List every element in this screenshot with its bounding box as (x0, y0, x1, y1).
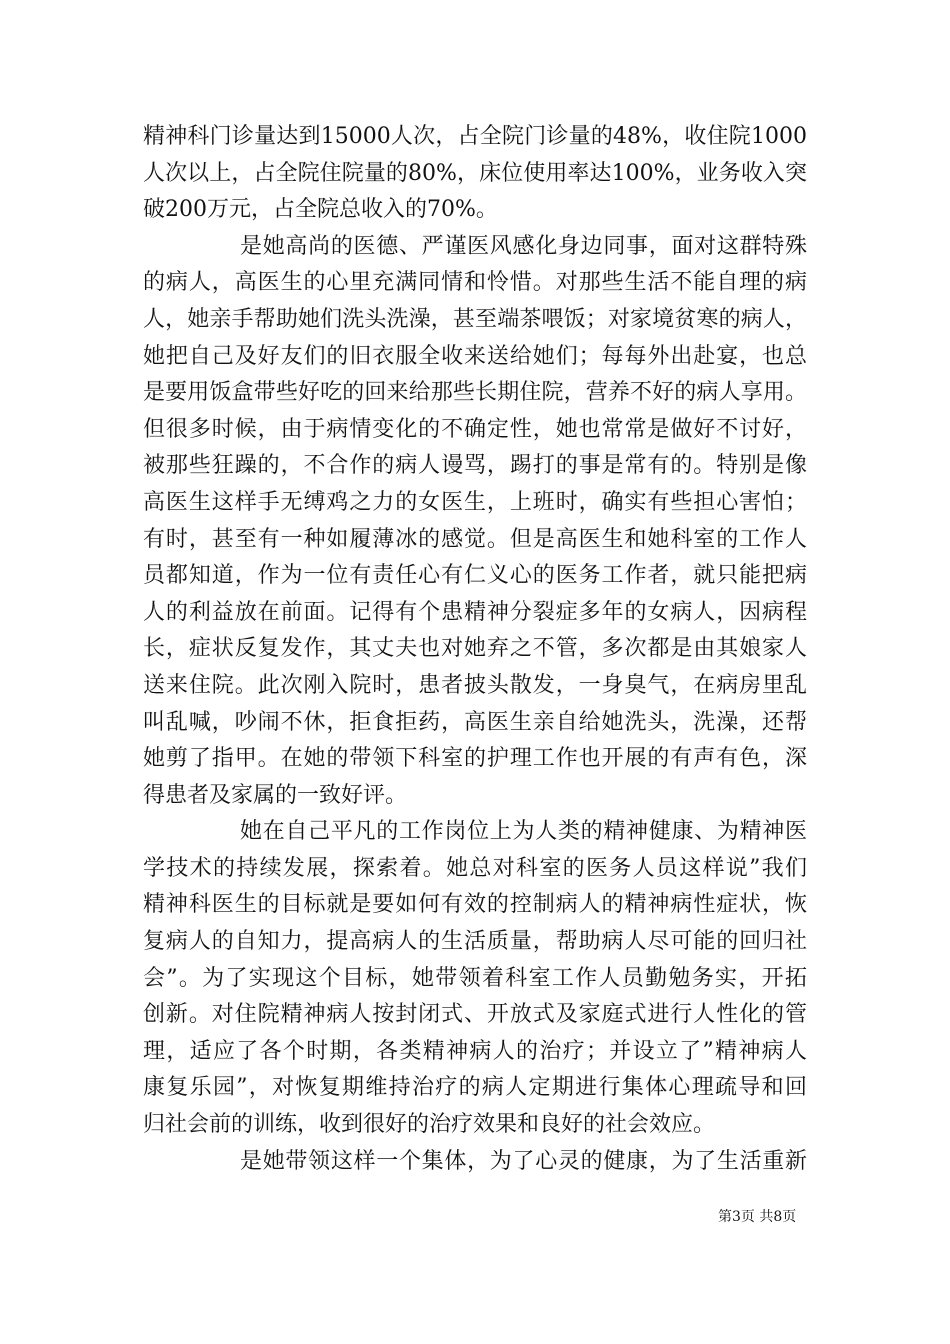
text-line: 创新。对住院精神病人按封闭式、开放式及家庭式进行人性化的管 (143, 1002, 807, 1028)
text-line: 学技术的持续发展，探索着。她总对科室的医务人员这样说”我们 (143, 855, 807, 881)
text-line: 长，症状反复发作，其丈夫也对她弃之不管，多次都是由其娘家人 (143, 636, 807, 662)
document-body (143, 119, 807, 1180)
text-line: 会”。为了实现这个目标，她带领着科室工作人员勤勉务实，开拓 (143, 965, 807, 991)
text-line: 高医生这样手无缚鸡之力的女医生，上班时，确实有些担心害怕； (143, 489, 807, 515)
text-line: 她剪了指甲。在她的带领下科室的护理工作也开展的有声有色，深 (143, 746, 807, 772)
text-line: 精神科门诊量达到15000人次，占全院门诊量的48%，收住院1000 (143, 124, 807, 149)
text-line: 的病人，高医生的心里充满同情和怜惜。对那些生活不能自理的病 (143, 270, 807, 296)
text-line: 是要用饭盒带些好吃的回来给那些长期住院，营养不好的病人享用。 (143, 380, 807, 406)
text-line: 送来住院。此次刚入院时，患者披头散发，一身臭气，在病房里乱 (143, 672, 807, 698)
text-line: 复病人的自知力，提高病人的生活质量，帮助病人尽可能的回归社 (143, 929, 807, 955)
text-line: 但很多时候，由于病情变化的不确定性，她也常常是做好不讨好， (143, 416, 807, 442)
text-line: 有时，甚至有一种如履薄冰的感觉。但是高医生和她科室的工作人 (143, 526, 807, 552)
text-line: 她把自己及好友们的旧衣服全收来送给她们；每每外出赴宴，也总 (143, 343, 807, 369)
text-line: 理，适应了各个时期，各类精神病人的治疗；并设立了”精神病人 (143, 1038, 807, 1064)
text-line: 被那些狂躁的，不合作的病人谩骂，踢打的事是常有的。特别是像 (143, 453, 807, 479)
text-line: 破200万元，占全院总收入的70%。 (143, 197, 498, 223)
paragraph-first-line: 是她高尚的医德、严谨医风感化身边同事，面对这群特殊 (240, 233, 807, 259)
text-line: 人，她亲手帮助她们洗头洗澡，甚至端茶喂饭；对家境贫寒的病人， (143, 306, 807, 332)
text-line: 人的利益放在前面。记得有个患精神分裂症多年的女病人，因病程 (143, 599, 807, 625)
text-line: 人次以上，占全院住院量的80%，床位使用率达100%，业务收入突 (143, 160, 807, 186)
text-line: 叫乱喊，吵闹不休，拒食拒药，高医生亲自给她洗头，洗澡，还帮 (143, 709, 807, 735)
text-line: 得患者及家属的一致好评。 (143, 782, 408, 808)
paragraph-first-line: 是她带领这样一个集体，为了心灵的健康，为了生活重新 (240, 1148, 807, 1174)
paragraph-first-line: 她在自己平凡的工作岗位上为人类的精神健康、为精神医 (240, 819, 807, 845)
text-line: 康复乐园”，对恢复期维持治疗的病人定期进行集体心理疏导和回 (143, 1075, 807, 1101)
text-line: 精神科医生的目标就是要如何有效的控制病人的精神病性症状，恢 (143, 892, 807, 918)
page-number-footer: 第3页 共8页 (718, 1209, 797, 1225)
text-line: 员都知道，作为一位有责任心有仁义心的医务工作者，就只能把病 (143, 563, 807, 589)
text-line: 归社会前的训练，收到很好的治疗效果和良好的社会效应。 (143, 1112, 716, 1138)
